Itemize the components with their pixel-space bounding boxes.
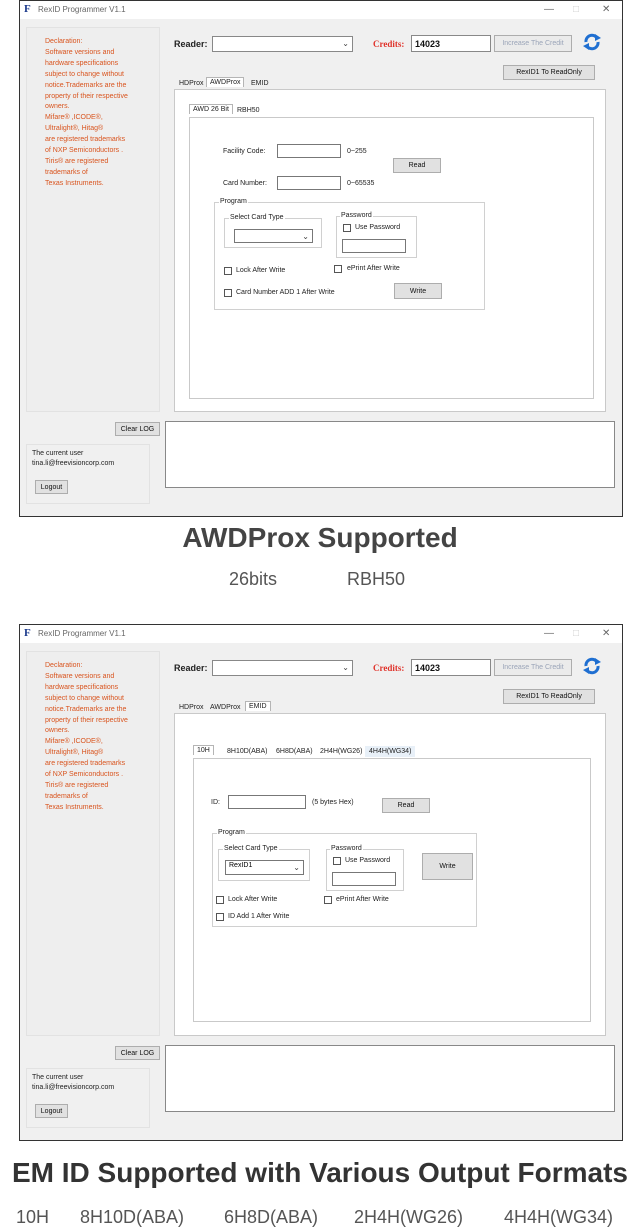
subtab-10h[interactable]: 10H bbox=[193, 745, 214, 755]
program-group bbox=[212, 829, 477, 927]
subtab-6h8d[interactable]: 6H8D(ABA) bbox=[276, 748, 313, 755]
lock-after-write-checkbox[interactable] bbox=[224, 267, 232, 275]
program-group bbox=[214, 198, 485, 310]
current-user-label: The current user bbox=[32, 1074, 84, 1081]
card-add-label: Card Number ADD 1 After Write bbox=[236, 289, 335, 296]
password-input[interactable] bbox=[342, 239, 406, 253]
chevron-down-icon: ⌄ bbox=[342, 663, 349, 672]
reader-select[interactable] bbox=[212, 36, 353, 52]
id-hint-label: (5 bytes Hex) bbox=[312, 799, 354, 806]
program-group-label: Program bbox=[220, 198, 247, 205]
em-format-4h4h: 4H4H(WG34) bbox=[504, 1207, 614, 1227]
clear-log-button[interactable]: Clear LOG bbox=[115, 422, 160, 436]
increase-credit-button[interactable]: Increase The Credit bbox=[494, 659, 572, 676]
declaration-text: Declaration: Software versions and hardware specifications subject to change without notice.Trademarks are the property of their respective owners. Mifare® ,ICODE®, Ultralight®, Hitag® are registered trademarks of NXP Semiconductors . Tiris® are registered trademarks of Texas Instruments. bbox=[45, 38, 128, 187]
declaration-panel bbox=[26, 27, 160, 412]
close-button[interactable]: ✕ bbox=[602, 4, 611, 15]
tab-hdprox[interactable]: HDProx bbox=[179, 80, 204, 87]
program-group-label: Program bbox=[218, 829, 245, 836]
readonly-button[interactable]: RexID1 To ReadOnly bbox=[503, 689, 595, 704]
current-user-email: tina.li@freevisioncorp.com bbox=[32, 1084, 115, 1091]
eprint-after-write-checkbox[interactable] bbox=[324, 896, 332, 904]
password-group-label: Password bbox=[341, 212, 372, 219]
lock-after-write-label: Lock After Write bbox=[228, 896, 278, 903]
programmer-window-awdprox bbox=[19, 0, 623, 517]
use-password-label: Use Password bbox=[345, 857, 391, 864]
card-type-select[interactable] bbox=[234, 229, 313, 243]
write-button[interactable]: Write bbox=[394, 283, 442, 299]
tab-awdprox[interactable]: AWDProx bbox=[210, 704, 241, 711]
current-user-panel bbox=[26, 444, 150, 504]
refresh-icon[interactable] bbox=[582, 656, 602, 676]
awd-format-26bits: 26bits bbox=[229, 569, 278, 589]
read-button[interactable]: Read bbox=[382, 798, 430, 813]
minimize-button[interactable]: — bbox=[544, 628, 554, 639]
eprint-after-write-label: ePrint After Write bbox=[347, 265, 400, 272]
clear-log-button[interactable]: Clear LOG bbox=[115, 1046, 160, 1060]
reader-label: Reader: bbox=[174, 663, 208, 673]
logout-button[interactable]: Logout bbox=[35, 480, 68, 494]
minimize-button[interactable]: — bbox=[544, 4, 554, 15]
em-format-8h10d: 8H10D(ABA) bbox=[80, 1207, 185, 1227]
em-format-2h4h: 2H4H(WG26) bbox=[354, 1207, 464, 1227]
awdprox-caption: AWDProx Supported bbox=[182, 522, 458, 553]
app-logo-icon: F bbox=[24, 627, 31, 639]
password-group bbox=[336, 212, 417, 258]
facility-code-input[interactable] bbox=[277, 144, 341, 158]
credits-label: Credits: bbox=[373, 39, 405, 49]
tab-emid[interactable]: EMID bbox=[245, 701, 271, 711]
readonly-button[interactable]: RexID1 To ReadOnly bbox=[503, 65, 595, 80]
lock-after-write-checkbox[interactable] bbox=[216, 896, 224, 904]
subtab-8h10d[interactable]: 8H10D(ABA) bbox=[227, 748, 268, 755]
tab-awdprox[interactable]: AWDProx bbox=[206, 77, 244, 87]
reader-label: Reader: bbox=[174, 39, 208, 49]
password-group-label: Password bbox=[331, 845, 362, 852]
eprint-after-write-label: ePrint After Write bbox=[336, 896, 389, 903]
use-password-checkbox[interactable] bbox=[333, 857, 341, 865]
programmer-window-emid bbox=[19, 624, 623, 1141]
password-input[interactable] bbox=[332, 872, 396, 886]
use-password-checkbox[interactable] bbox=[343, 224, 351, 232]
id-label: ID: bbox=[211, 799, 220, 806]
log-area[interactable] bbox=[165, 421, 615, 488]
maximize-button[interactable]: □ bbox=[573, 4, 580, 15]
window-title: RexID Programmer V1.1 bbox=[38, 5, 126, 14]
facility-range-label: 0~255 bbox=[347, 148, 367, 155]
chevron-down-icon: ⌄ bbox=[293, 863, 300, 872]
current-user-email: tina.li@freevisioncorp.com bbox=[32, 460, 115, 467]
card-add-checkbox[interactable] bbox=[224, 289, 232, 297]
close-button[interactable]: ✕ bbox=[602, 628, 611, 639]
maximize-button[interactable]: □ bbox=[573, 628, 580, 639]
eprint-after-write-checkbox[interactable] bbox=[334, 265, 342, 273]
select-card-type-label: Select Card Type bbox=[230, 214, 284, 221]
emid-caption: EM ID Supported with Various Output Formats bbox=[11, 1157, 628, 1188]
write-button[interactable]: Write bbox=[422, 853, 473, 880]
subtab-4h4h[interactable]: 4H4H(WG34) bbox=[365, 746, 415, 757]
card-range-label: 0~65535 bbox=[347, 180, 375, 187]
card-type-group bbox=[218, 845, 310, 881]
awd-format-rbh50: RBH50 bbox=[347, 569, 406, 589]
card-type-group bbox=[224, 214, 322, 248]
title-bar bbox=[20, 1, 622, 19]
id-add-label: ID Add 1 After Write bbox=[228, 913, 290, 920]
id-add-checkbox[interactable] bbox=[216, 913, 224, 921]
current-user-label: The current user bbox=[32, 450, 84, 457]
select-card-type-label: Select Card Type bbox=[224, 845, 278, 852]
credits-label: Credits: bbox=[373, 663, 405, 673]
window-title: RexID Programmer V1.1 bbox=[38, 629, 126, 638]
em-format-6h8d: 6H8D(ABA) bbox=[224, 1207, 319, 1227]
tab-hdprox[interactable]: HDProx bbox=[179, 704, 204, 711]
chevron-down-icon: ⌄ bbox=[302, 232, 309, 241]
read-button[interactable]: Read bbox=[393, 158, 441, 173]
card-type-select[interactable] bbox=[225, 860, 304, 875]
card-type-value: RexID1 bbox=[229, 862, 253, 869]
password-group bbox=[326, 845, 404, 891]
credits-field[interactable]: 14023 bbox=[411, 35, 491, 52]
use-password-label: Use Password bbox=[355, 224, 401, 231]
current-user-panel bbox=[26, 1068, 150, 1128]
id-input[interactable] bbox=[228, 795, 306, 809]
tab-content-awdprox bbox=[174, 89, 606, 412]
awd26-panel bbox=[189, 117, 594, 399]
title-bar bbox=[20, 625, 622, 643]
card-number-input[interactable] bbox=[277, 176, 341, 190]
declaration-text: Declaration: Software versions and hardware specifications subject to change without notice.Trademarks are the property of their respective owners. Mifare® ,ICODE®, Ultralight®, Hitag® are registered trademarks of NXP Semiconductors . Tiris® are registered trademarks of Texas Instruments. bbox=[45, 662, 128, 811]
logout-button[interactable]: Logout bbox=[35, 1104, 68, 1118]
tab-emid[interactable]: EMID bbox=[251, 80, 269, 87]
card-number-label: Card Number: bbox=[223, 180, 267, 187]
refresh-icon[interactable] bbox=[582, 32, 602, 52]
log-area[interactable] bbox=[165, 1045, 615, 1112]
em10h-panel bbox=[193, 758, 591, 1022]
app-logo-icon: F bbox=[24, 3, 31, 15]
lock-after-write-label: Lock After Write bbox=[236, 267, 286, 274]
subtab-awd26[interactable]: AWD 26 Bit bbox=[189, 104, 233, 114]
chevron-down-icon: ⌄ bbox=[342, 39, 349, 48]
tab-content-emid bbox=[174, 713, 606, 1036]
em-format-10h: 10H bbox=[16, 1207, 50, 1227]
reader-select[interactable] bbox=[212, 660, 353, 676]
increase-credit-button[interactable]: Increase The Credit bbox=[494, 35, 572, 52]
subtab-2h4h[interactable]: 2H4H(WG26) bbox=[320, 748, 363, 755]
credits-field[interactable]: 14023 bbox=[411, 659, 491, 676]
declaration-panel bbox=[26, 651, 160, 1036]
facility-code-label: Facility Code: bbox=[223, 148, 266, 155]
subtab-rbh50[interactable]: RBH50 bbox=[237, 107, 260, 114]
